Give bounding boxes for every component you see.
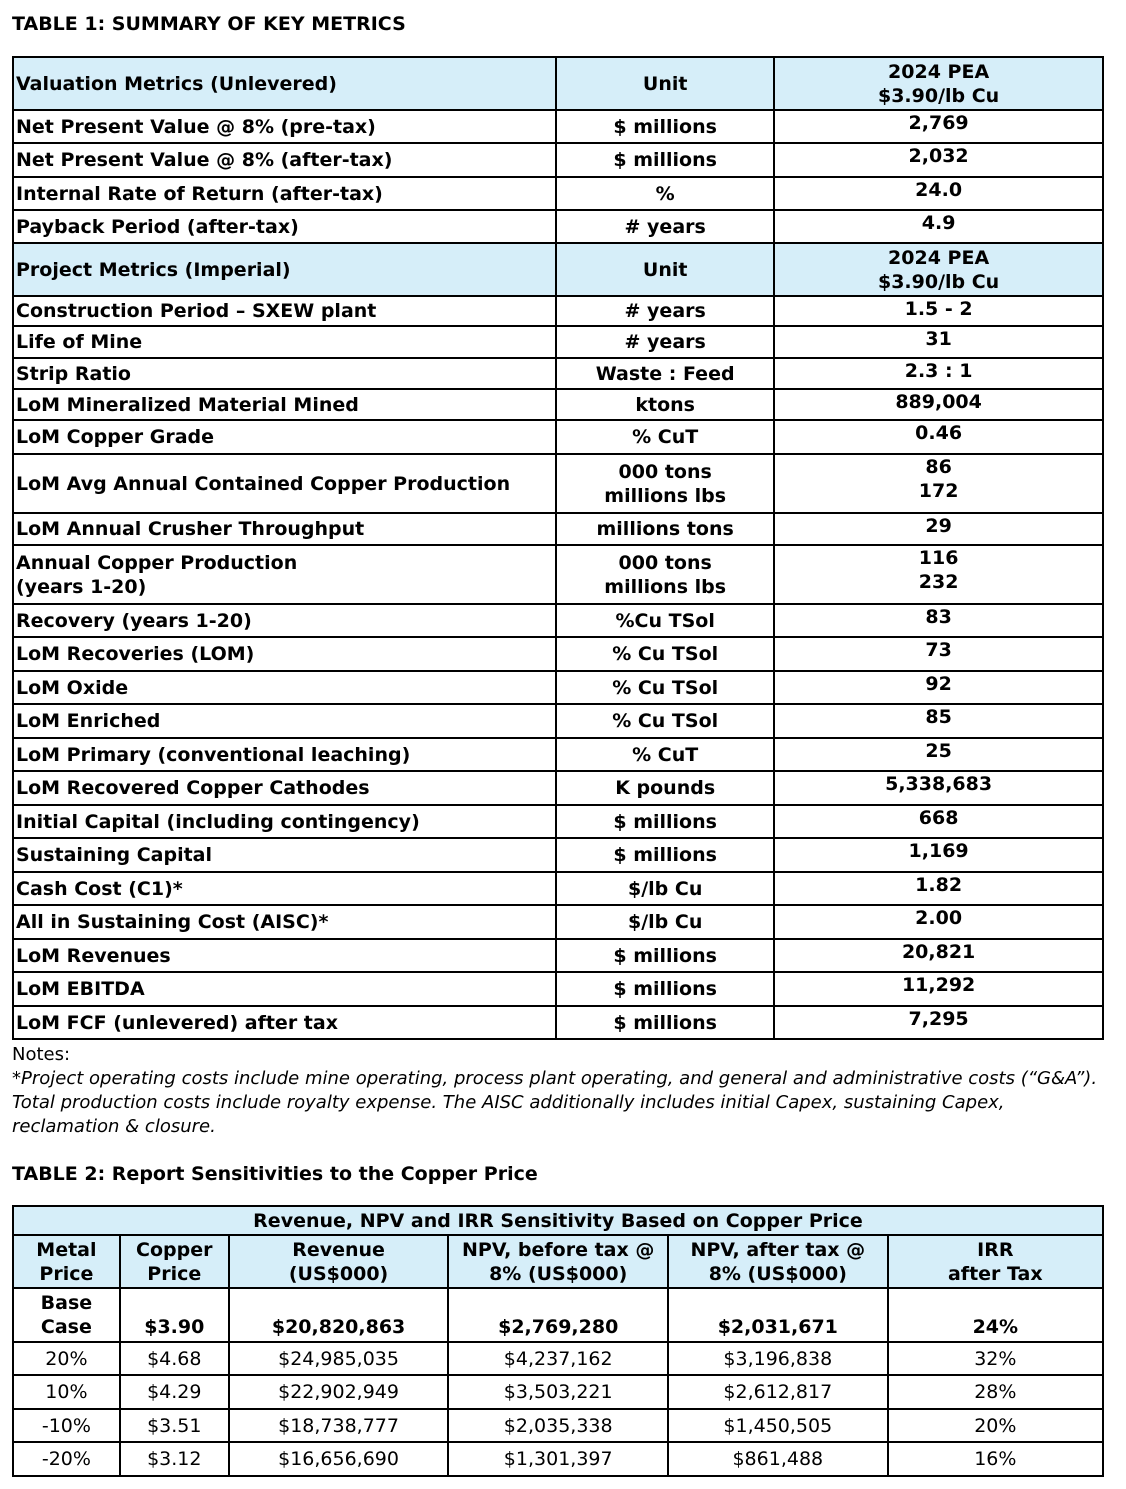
- metric-value: 1.82: [774, 872, 1103, 905]
- notes-text: *Project operating costs include mine operating, process plant operating, and general and administrative costs (“G&A”). Total production costs include royalty expense. The AISC additionally includes initial Capex, sustaining Capex, reclamation & closure.: [12, 1068, 1098, 1137]
- metric-label: [13, 545, 556, 604]
- header-line1: NPV, before tax @: [462, 1238, 655, 1261]
- metal-price-cell: 10%: [13, 1375, 120, 1409]
- metric-value-line1: 86: [925, 456, 952, 478]
- key-metrics-table: [12, 56, 1104, 1040]
- metric-unit: % Cu TSol: [556, 671, 774, 704]
- table-row: [13, 939, 1103, 972]
- header-line1: NPV, after tax @: [690, 1238, 866, 1261]
- npv-after-tax-cell: $2,612,817: [668, 1375, 888, 1409]
- valuation-header-col-line1: 2024 PEA: [888, 60, 990, 83]
- base-case-label-line1: Base: [40, 1292, 93, 1314]
- table-row: [13, 143, 1103, 177]
- metric-unit: $ millions: [556, 838, 774, 872]
- metal-price-cell: -10%: [13, 1409, 120, 1442]
- metric-label: LoM Annual Crusher Throughput: [13, 513, 556, 545]
- table-row: [13, 1442, 1103, 1476]
- header-line1: IRR: [977, 1238, 1014, 1261]
- valuation-header-unit: Unit: [556, 57, 774, 110]
- metric-unit: K pounds: [556, 771, 774, 805]
- header-line2: 8% (US$000): [489, 1262, 628, 1285]
- table-row: [13, 872, 1103, 905]
- table-row: [13, 671, 1103, 704]
- sensitivity-table: [12, 1205, 1104, 1477]
- table-row: [13, 637, 1103, 671]
- metric-unit: $ millions: [556, 1006, 774, 1039]
- metric-value: 24.0: [774, 177, 1103, 210]
- project-header-col-line1: 2024 PEA: [888, 246, 990, 269]
- metric-unit: [556, 454, 774, 513]
- irr-cell: 28%: [888, 1375, 1103, 1409]
- metric-unit: % Cu TSol: [556, 704, 774, 738]
- table-row: [13, 513, 1103, 545]
- metric-unit: $ millions: [556, 939, 774, 972]
- sensitivity-caption: Revenue, NPV and IRR Sensitivity Based on Copper Price: [13, 1206, 1103, 1235]
- metric-unit: ktons: [556, 389, 774, 420]
- header-revenue: [229, 1235, 449, 1288]
- metric-unit: %: [556, 177, 774, 210]
- header-irr: [888, 1235, 1103, 1288]
- metric-label: All in Sustaining Cost (AISC)*: [13, 905, 556, 939]
- revenue-cell: $16,656,690: [229, 1442, 449, 1476]
- metric-label: LoM Enriched: [13, 704, 556, 738]
- table-row: [13, 771, 1103, 805]
- table2-title: TABLE 2: Report Sensitivities to the Copper Price: [12, 1163, 538, 1185]
- table-row: [13, 604, 1103, 637]
- metric-unit-line2: millions lbs: [604, 575, 727, 598]
- irr-cell: 20%: [888, 1409, 1103, 1442]
- npv-after-tax-cell: $1,450,505: [668, 1409, 888, 1442]
- table-row: [13, 838, 1103, 872]
- metric-unit: % CuT: [556, 420, 774, 454]
- header-line1: Revenue: [292, 1238, 385, 1261]
- table-row: [13, 805, 1103, 838]
- metric-label: Payback Period (after-tax): [13, 210, 556, 243]
- table-row: [13, 177, 1103, 210]
- metric-unit-line1: 000 tons: [618, 551, 712, 574]
- header-line2: Price: [147, 1262, 202, 1285]
- metric-value: 31: [774, 326, 1103, 358]
- metric-label: Strip Ratio: [13, 358, 556, 389]
- metric-value: 2.3 : 1: [774, 358, 1103, 389]
- project-header-col: [774, 243, 1103, 296]
- header-npv-before-tax: [448, 1235, 668, 1288]
- metric-unit: # years: [556, 296, 774, 326]
- metric-value: 1.5 - 2: [774, 296, 1103, 326]
- metric-value: 4.9: [774, 210, 1103, 243]
- base-case-label: [13, 1288, 120, 1342]
- metric-value: 7,295: [774, 1006, 1103, 1039]
- metric-label: LoM Recovered Copper Cathodes: [13, 771, 556, 805]
- table-row: [13, 210, 1103, 243]
- metric-unit: $/lb Cu: [556, 872, 774, 905]
- metric-unit: $/lb Cu: [556, 905, 774, 939]
- metric-unit: % Cu TSol: [556, 637, 774, 671]
- metric-label-line2: (years 1-20): [16, 575, 147, 598]
- table-row: [13, 704, 1103, 738]
- irr-cell: 24%: [888, 1288, 1103, 1342]
- metric-unit: %Cu TSol: [556, 604, 774, 637]
- project-header-unit: Unit: [556, 243, 774, 296]
- metric-value-line2: 232: [918, 571, 959, 593]
- metric-value: 668: [774, 805, 1103, 838]
- copper-price-cell: $4.68: [120, 1342, 229, 1375]
- table-row: [13, 1342, 1103, 1375]
- metal-price-cell: 20%: [13, 1342, 120, 1375]
- npv-before-tax-cell: $4,237,162: [448, 1342, 668, 1375]
- sensitivity-caption-row: [13, 1206, 1103, 1235]
- revenue-cell: $24,985,035: [229, 1342, 449, 1375]
- metric-unit: $ millions: [556, 143, 774, 177]
- table-row: [13, 389, 1103, 420]
- npv-before-tax-cell: $1,301,397: [448, 1442, 668, 1476]
- metric-unit: $ millions: [556, 805, 774, 838]
- npv-after-tax-cell: $861,488: [668, 1442, 888, 1476]
- metric-value: [774, 545, 1103, 604]
- base-case-row: [13, 1288, 1103, 1342]
- metric-label: LoM Avg Annual Contained Copper Production: [13, 454, 556, 513]
- metric-value: 2,769: [774, 110, 1103, 143]
- table-row: [13, 296, 1103, 326]
- table-row: [13, 420, 1103, 454]
- copper-price-cell: $3.51: [120, 1409, 229, 1442]
- irr-cell: 32%: [888, 1342, 1103, 1375]
- metric-value: 73: [774, 637, 1103, 671]
- metric-label: LoM Oxide: [13, 671, 556, 704]
- table-row: [13, 1409, 1103, 1442]
- metric-label: LoM Recoveries (LOM): [13, 637, 556, 671]
- metric-label: Life of Mine: [13, 326, 556, 358]
- valuation-header-col-line2: $3.90/lb Cu: [877, 84, 1000, 107]
- valuation-header-row: [13, 57, 1103, 110]
- header-line2: Price: [39, 1262, 94, 1285]
- metric-value: 2,032: [774, 143, 1103, 177]
- table-row: [13, 110, 1103, 143]
- metric-label-line1: Annual Copper Production: [16, 551, 298, 574]
- metric-unit: $ millions: [556, 110, 774, 143]
- header-npv-after-tax: [668, 1235, 888, 1288]
- metal-price-cell: -20%: [13, 1442, 120, 1476]
- metric-value: 25: [774, 738, 1103, 771]
- metric-value-line1: 116: [918, 547, 959, 569]
- revenue-cell: $18,738,777: [229, 1409, 449, 1442]
- metric-unit: Waste : Feed: [556, 358, 774, 389]
- valuation-header-label: Valuation Metrics (Unlevered): [13, 57, 556, 110]
- metric-label: LoM Revenues: [13, 939, 556, 972]
- metric-value-line2: 172: [918, 480, 959, 502]
- notes-block: [12, 1043, 1112, 1139]
- header-metal-price: [13, 1235, 120, 1288]
- project-header-col-line2: $3.90/lb Cu: [877, 270, 1000, 293]
- metric-value: 92: [774, 671, 1103, 704]
- irr-cell: 16%: [888, 1442, 1103, 1476]
- metric-value: [774, 454, 1103, 513]
- metric-label: Sustaining Capital: [13, 838, 556, 872]
- metric-unit: millions tons: [556, 513, 774, 545]
- metric-unit-line2: millions lbs: [604, 484, 727, 507]
- npv-before-tax-cell: $2,769,280: [448, 1288, 668, 1342]
- metric-label: LoM EBITDA: [13, 972, 556, 1006]
- table1-title: TABLE 1: SUMMARY OF KEY METRICS: [12, 13, 406, 35]
- metric-label: Construction Period – SXEW plant: [13, 296, 556, 326]
- revenue-cell: $20,820,863: [229, 1288, 449, 1342]
- metric-unit: $ millions: [556, 972, 774, 1006]
- metric-value: 5,338,683: [774, 771, 1103, 805]
- header-line2: after Tax: [947, 1262, 1043, 1285]
- header-line2: (US$000): [288, 1262, 389, 1285]
- sensitivity-header-row: [13, 1235, 1103, 1288]
- header-line1: Metal: [36, 1238, 97, 1261]
- metric-unit: # years: [556, 210, 774, 243]
- project-header-row: [13, 243, 1103, 296]
- copper-price-cell: $4.29: [120, 1375, 229, 1409]
- header-copper-price: [120, 1235, 229, 1288]
- table-row: [13, 972, 1103, 1006]
- metric-value: 889,004: [774, 389, 1103, 420]
- metric-unit-line1: 000 tons: [618, 460, 712, 483]
- header-line2: 8% (US$000): [708, 1262, 847, 1285]
- base-case-label-line2: Case: [40, 1316, 92, 1338]
- metric-label: LoM Mineralized Material Mined: [13, 389, 556, 420]
- metric-value: 1,169: [774, 838, 1103, 872]
- table-row: [13, 905, 1103, 939]
- revenue-cell: $22,902,949: [229, 1375, 449, 1409]
- metric-value: 83: [774, 604, 1103, 637]
- metric-unit: % CuT: [556, 738, 774, 771]
- metric-label: Net Present Value @ 8% (pre-tax): [13, 110, 556, 143]
- metric-label: LoM Copper Grade: [13, 420, 556, 454]
- metric-unit: [556, 545, 774, 604]
- metric-label: Net Present Value @ 8% (after-tax): [13, 143, 556, 177]
- metric-label: LoM Primary (conventional leaching): [13, 738, 556, 771]
- metric-label: Initial Capital (including contingency): [13, 805, 556, 838]
- copper-price-cell: $3.90: [120, 1288, 229, 1342]
- metric-value: 85: [774, 704, 1103, 738]
- table-row: [13, 1375, 1103, 1409]
- metric-value: 29: [774, 513, 1103, 545]
- metric-label: LoM FCF (unlevered) after tax: [13, 1006, 556, 1039]
- table-row: [13, 326, 1103, 358]
- npv-before-tax-cell: $2,035,338: [448, 1409, 668, 1442]
- npv-after-tax-cell: $2,031,671: [668, 1288, 888, 1342]
- table-row: [13, 358, 1103, 389]
- table-row: [13, 454, 1103, 513]
- npv-after-tax-cell: $3,196,838: [668, 1342, 888, 1375]
- metric-value: 0.46: [774, 420, 1103, 454]
- metric-label: Recovery (years 1-20): [13, 604, 556, 637]
- metric-value: 11,292: [774, 972, 1103, 1006]
- metric-unit: # years: [556, 326, 774, 358]
- valuation-header-col: [774, 57, 1103, 110]
- table-row: [13, 545, 1103, 604]
- header-line1: Copper: [136, 1238, 213, 1261]
- table-row: [13, 1006, 1103, 1039]
- notes-label: Notes:: [12, 1044, 71, 1065]
- project-header-label: Project Metrics (Imperial): [13, 243, 556, 296]
- copper-price-cell: $3.12: [120, 1442, 229, 1476]
- metric-value: 2.00: [774, 905, 1103, 939]
- metric-label: Internal Rate of Return (after-tax): [13, 177, 556, 210]
- npv-before-tax-cell: $3,503,221: [448, 1375, 668, 1409]
- metric-value: 20,821: [774, 939, 1103, 972]
- table-row: [13, 738, 1103, 771]
- metric-label: Cash Cost (C1)*: [13, 872, 556, 905]
